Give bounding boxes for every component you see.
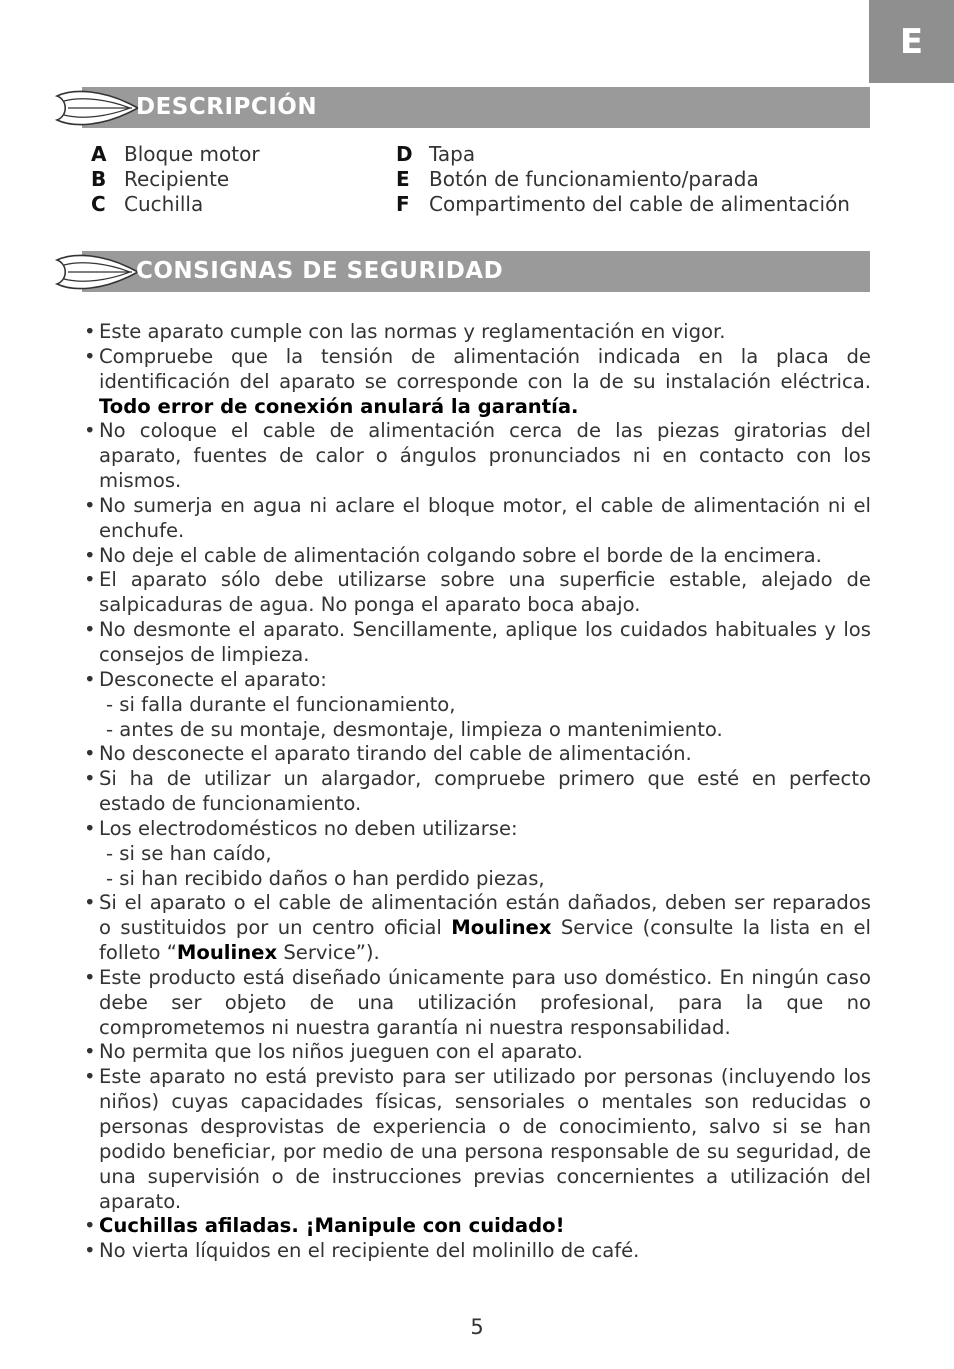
text-run: Este aparato cumple con las normas y reglamentación en vigor. bbox=[99, 320, 726, 343]
safety-item-text bbox=[99, 568, 871, 616]
safety-item-text bbox=[99, 891, 871, 964]
bullet-icon: • bbox=[84, 419, 96, 443]
safety-item bbox=[84, 966, 871, 1041]
text-run: Si ha de utilizar un alargador, compruebe primero que esté en perfecto estado de funcionamiento. bbox=[99, 767, 871, 816]
safety-item-text bbox=[99, 1239, 639, 1262]
safety-item bbox=[84, 618, 871, 668]
safety-item bbox=[84, 742, 871, 767]
brand-name: Moulinex bbox=[451, 916, 552, 940]
safety-item bbox=[84, 1214, 871, 1239]
part-letter: C bbox=[91, 192, 106, 216]
safety-item bbox=[84, 544, 871, 569]
brand-name: Moulinex bbox=[176, 941, 278, 965]
text-run: No desmonte el aparato. Sencillamente, aplique los cuidados habituales y los consejos de limpieza. bbox=[99, 618, 871, 666]
text-run: Este producto está diseñado únicamente para uso doméstico. En ningún caso debe ser objeto de una utilización profesional, para la que no comprometemos ni nuestra garantía ni nuestra responsabilidad. bbox=[99, 965, 871, 1039]
part-label: Bloque motor bbox=[124, 142, 260, 166]
text-run: No permita que los niños jueguen con el aparato. bbox=[99, 1040, 583, 1064]
text-run: Si el aparato o el cable de alimentación están dañados, deben ser reparados o sustituidos por un centro oficial bbox=[99, 891, 871, 940]
bullet-icon: • bbox=[84, 618, 96, 642]
part-label: Recipiente bbox=[124, 167, 230, 191]
seguridad-title: CONSIGNAS DE SEGURIDAD bbox=[136, 258, 504, 284]
text-run: Este aparato no está previsto para ser utilizado por personas (incluyendo los niños) cuyas capacidades físicas, sensoriales o mentales son reducidas o personas desprovistas de experiencia o de conocimiento, salvo si se han podido beneficiar, por medio de una persona responsable de su seguridad, de una supervisión o de instrucciones previas concernientes a utilización del aparato. bbox=[99, 1065, 871, 1213]
part-label: Compartimento del cable de alimentación bbox=[429, 192, 850, 216]
arrow-icon bbox=[54, 86, 140, 130]
text-run: No sumerja en agua ni aclare el bloque motor, el cable de alimentación ni el enchufe. bbox=[99, 493, 871, 542]
arrow-icon bbox=[54, 250, 140, 294]
emphasis-text: Cuchillas afiladas. ¡Manipule con cuidado! bbox=[99, 1214, 565, 1238]
safety-item bbox=[84, 1065, 871, 1214]
safety-item-text bbox=[99, 668, 327, 691]
text-run: No coloque el cable de alimentación cerca de las piezas giratorias del aparato, fuentes de calor o ángulos pronunciados ni en contacto con los mismos. bbox=[99, 419, 871, 493]
safety-sub-item: - antes de su montaje, desmontaje, limpieza o mantenimiento. bbox=[106, 717, 723, 741]
safety-item-text bbox=[99, 544, 822, 567]
safety-item bbox=[84, 419, 871, 494]
bullet-icon: • bbox=[84, 568, 96, 592]
part-item bbox=[91, 142, 260, 167]
part-letter: B bbox=[91, 167, 107, 191]
safety-item-text bbox=[99, 1040, 583, 1063]
safety-sub-item: - si falla durante el funcionamiento, bbox=[106, 692, 456, 716]
safety-item-text bbox=[99, 767, 871, 815]
safety-item-text bbox=[99, 742, 692, 765]
bullet-icon: • bbox=[84, 1040, 96, 1064]
safety-item-text bbox=[99, 494, 871, 542]
text-run: No desconecte el aparato tirando del cable de alimentación. bbox=[99, 742, 692, 766]
bullet-icon: • bbox=[84, 767, 96, 791]
text-run: No deje el cable de alimentación colgando sobre el borde de la encimera. bbox=[99, 543, 822, 567]
part-letter: E bbox=[396, 167, 410, 191]
safety-item-text bbox=[99, 1065, 871, 1212]
text-run: Desconecte el aparato: bbox=[99, 667, 327, 691]
safety-item-text bbox=[99, 345, 871, 418]
safety-item-text bbox=[99, 817, 518, 840]
safety-list bbox=[84, 320, 871, 1264]
bullet-icon: • bbox=[84, 891, 96, 915]
descripcion-title: DESCRIPCIÓN bbox=[136, 94, 318, 120]
part-label: Botón de funcionamiento/parada bbox=[429, 167, 759, 191]
bullet-icon: • bbox=[84, 1239, 96, 1263]
bullet-icon: • bbox=[84, 667, 96, 691]
parts-list-left bbox=[91, 142, 260, 217]
emphasis-text: Todo error de conexión anulará la garantía. bbox=[99, 394, 579, 418]
safety-item bbox=[84, 1239, 871, 1264]
part-item bbox=[396, 167, 850, 192]
safety-item bbox=[84, 817, 871, 842]
bullet-icon: • bbox=[84, 320, 96, 343]
safety-item-text bbox=[99, 966, 871, 1039]
safety-item bbox=[84, 767, 871, 817]
text-run: Los electrodomésticos no deben utilizarse: bbox=[99, 816, 518, 840]
text-run: El aparato sólo debe utilizarse sobre una superficie estable, alejado de salpicaduras de agua. No ponga el aparato boca abajo. bbox=[99, 568, 871, 617]
bullet-icon: • bbox=[84, 965, 96, 989]
safety-item bbox=[84, 668, 871, 693]
page-number: 5 bbox=[470, 1315, 484, 1339]
safety-item bbox=[84, 345, 871, 420]
part-item bbox=[396, 192, 850, 217]
bullet-icon: • bbox=[84, 543, 96, 567]
part-letter: A bbox=[91, 142, 107, 166]
safety-sub-item: - si han recibido daños o han perdido piezas, bbox=[106, 866, 545, 890]
safety-item bbox=[84, 320, 871, 345]
bullet-icon: • bbox=[84, 742, 96, 766]
safety-item-text bbox=[99, 1214, 565, 1237]
safety-item bbox=[84, 568, 871, 618]
safety-sub-item: - si se han caído, bbox=[106, 841, 272, 865]
safety-item bbox=[84, 494, 871, 544]
text-run: No vierta líquidos en el recipiente del molinillo de café. bbox=[99, 1239, 640, 1263]
part-letter: F bbox=[396, 192, 410, 216]
language-tab: E bbox=[869, 0, 954, 83]
safety-item-text bbox=[99, 618, 871, 666]
safety-item bbox=[84, 891, 871, 966]
part-letter: D bbox=[396, 142, 413, 166]
part-item bbox=[91, 192, 260, 217]
part-item bbox=[91, 167, 260, 192]
bullet-icon: • bbox=[84, 493, 96, 517]
part-label: Tapa bbox=[429, 142, 476, 166]
safety-item-text bbox=[99, 320, 726, 343]
parts-list-right bbox=[396, 142, 850, 217]
safety-item-text bbox=[99, 419, 871, 492]
bullet-icon: • bbox=[84, 344, 96, 368]
safety-item bbox=[84, 1040, 871, 1065]
text-run: Service”). bbox=[277, 941, 380, 965]
text-run: Compruebe que la tensión de alimentación indicada en la placa de identificación del aparato se corresponde con la de su instalación eléctrica. bbox=[99, 344, 871, 393]
bullet-icon: • bbox=[84, 816, 96, 840]
text-run: Service (consulte la lista en el folleto “ bbox=[99, 916, 872, 965]
part-item bbox=[396, 142, 850, 167]
bullet-icon: • bbox=[84, 1065, 96, 1089]
bullet-icon: • bbox=[84, 1214, 96, 1238]
part-label: Cuchilla bbox=[124, 192, 204, 216]
